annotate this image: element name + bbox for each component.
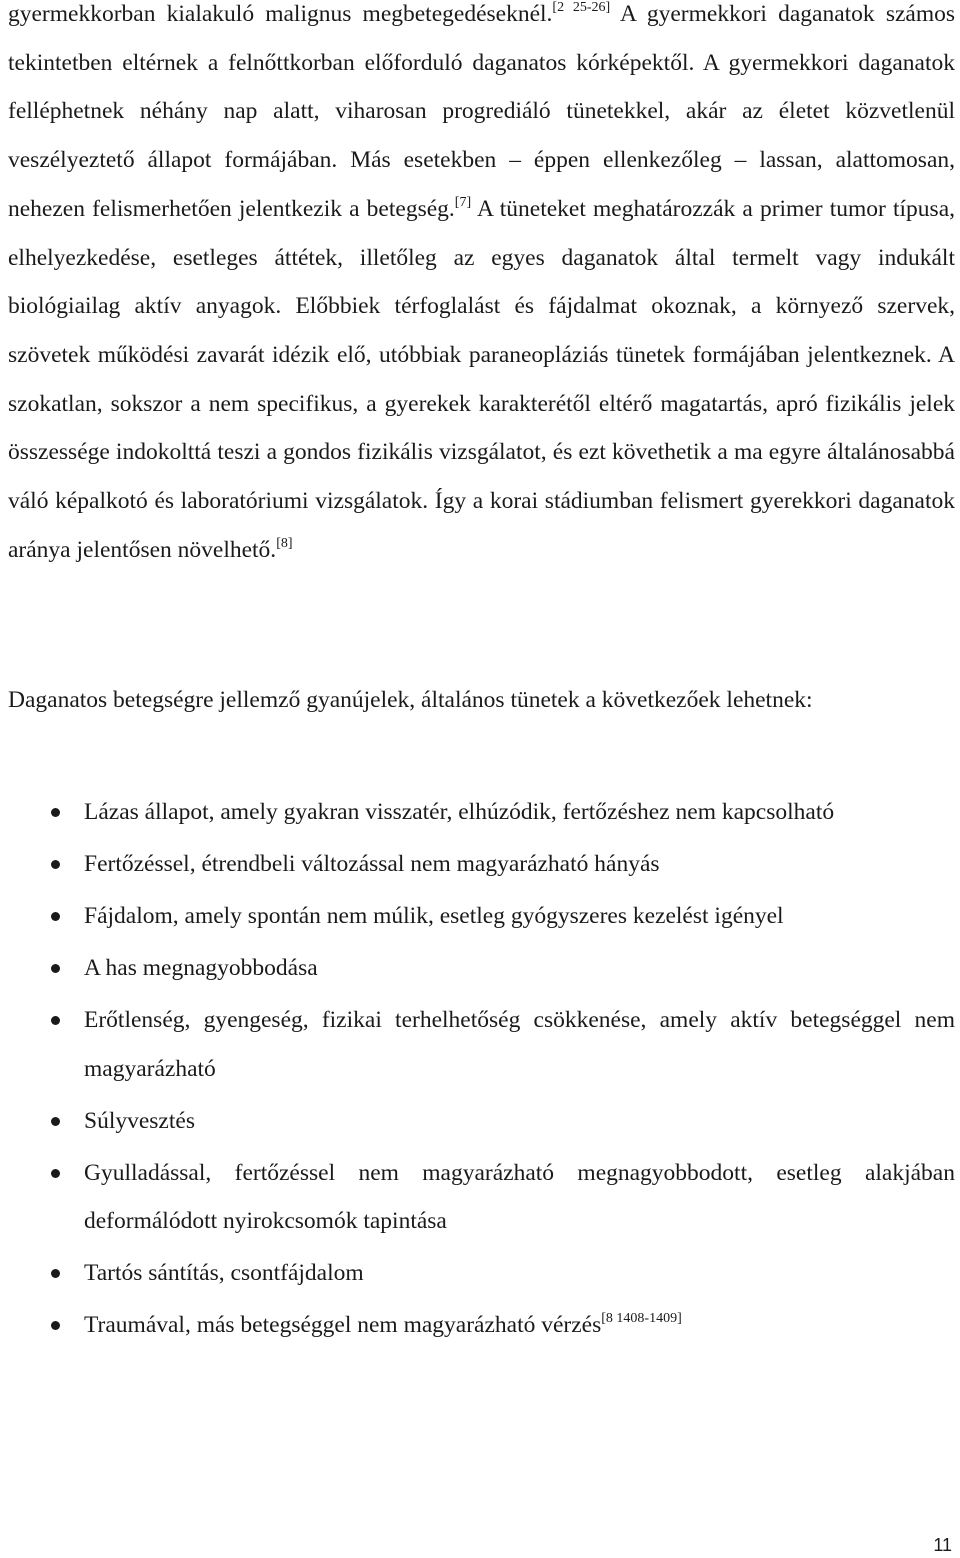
list-item-text: Fertőzéssel, étrendbeli változással nem magyarázható hányás bbox=[84, 851, 660, 877]
list-intro: Daganatos betegségre jellemző gyanújelek, általános tünetek a következőek lehetnek: bbox=[8, 687, 813, 713]
bullet-icon bbox=[51, 1321, 60, 1330]
list-item-text: Traumával, más betegséggel nem magyarázható vérzés bbox=[84, 1312, 602, 1338]
bullet-icon bbox=[51, 808, 60, 817]
bullet-icon bbox=[51, 1269, 60, 1278]
list-item-text: Erőtlenség, gyengeség, fizikai terhelhetőség csökkenése, amely aktív betegséggel nem magyarázható bbox=[84, 1007, 955, 1082]
list-item-text: Gyulladással, fertőzéssel nem magyarázható megnagyobbodott, esetleg alakjában deformálódott nyirokcsomók tapintása bbox=[84, 1159, 955, 1234]
list-item bbox=[8, 1097, 955, 1146]
paragraph-text-3: A tüneteket meghatározzák a primer tumor típusa, elhelyezkedése, esetleges áttétek, illetőleg az egyes daganatok által termelt vagy indukált biológiailag aktív anyagok. Előbbiek térfoglalást és fájdalmat okoznak, a környező szervek, szövetek működési zavarát idézik elő, utóbbiak paraneopláziás tünetek formájában jelentkeznek. A szokatlan, sokszor a nem specifikus, a gyerekek karakterétől eltérő magatartás, apró fizikális jelek összessége indokolttá teszi a gondos fizikális vizsgálatot, és ezt követhetik a ma egyre általánosabbá váló képalkotó és laboratóriumi vizsgálatok. Így a korai stádiumban felismert gyerekkori daganatok aránya jelentősen növelhető. bbox=[8, 195, 956, 563]
bullet-icon bbox=[51, 860, 60, 869]
bullet-icon bbox=[51, 1117, 60, 1126]
bullet-icon bbox=[51, 1169, 60, 1178]
body-paragraph bbox=[8, 0, 955, 574]
citation-8-1408-1409: [8 1408-1409] bbox=[601, 1311, 682, 1326]
paragraph-text-2: A gyermekkori daganatok számos tekintetben eltérnek a felnőttkorban előforduló daganatos kórképektől. A gyermekkori daganatok felléphetnek néhány nap alatt, viharosan progrediáló tünetekkel, akár az életet közvetlenül veszélyeztető állapot formájában. Más esetekben – éppen ellenkezőleg – lassan, alattomosan, nehezen felismerhetően jelentkezik a betegség. bbox=[8, 1, 955, 222]
citation-25-26: [2 25-26] bbox=[552, 0, 611, 15]
bullet-icon bbox=[51, 1016, 60, 1025]
list-item-text: Lázas állapot, amely gyakran visszatér, elhúzódik, fertőzéshez nem kapcsolható bbox=[84, 799, 835, 825]
citation-7: [7] bbox=[454, 194, 472, 210]
page-number: 11 bbox=[933, 1535, 952, 1555]
list-item-text: A has megnagyobbodása bbox=[84, 955, 318, 981]
symptom-list bbox=[8, 788, 955, 1353]
list-item bbox=[8, 1301, 955, 1350]
list-item bbox=[8, 1149, 955, 1246]
list-item-text: Fájdalom, amely spontán nem múlik, esetleg gyógyszeres kezelést igényel bbox=[84, 903, 784, 929]
list-item-text: Tartós sántítás, csontfájdalom bbox=[84, 1260, 364, 1286]
document-page bbox=[8, 0, 956, 1338]
list-item bbox=[8, 892, 955, 941]
citation-8: [8] bbox=[276, 535, 293, 551]
list-item bbox=[8, 788, 955, 837]
list-item-text: Súlyvesztés bbox=[84, 1107, 195, 1134]
list-item bbox=[8, 1249, 955, 1298]
bullet-icon bbox=[51, 912, 60, 921]
paragraph-text-1: gyermekkorban kialakuló malignus megbetegedéseknél. bbox=[8, 1, 553, 27]
list-item bbox=[8, 840, 955, 889]
bullet-icon bbox=[51, 964, 60, 973]
list-item bbox=[8, 944, 955, 993]
list-item bbox=[8, 996, 955, 1093]
